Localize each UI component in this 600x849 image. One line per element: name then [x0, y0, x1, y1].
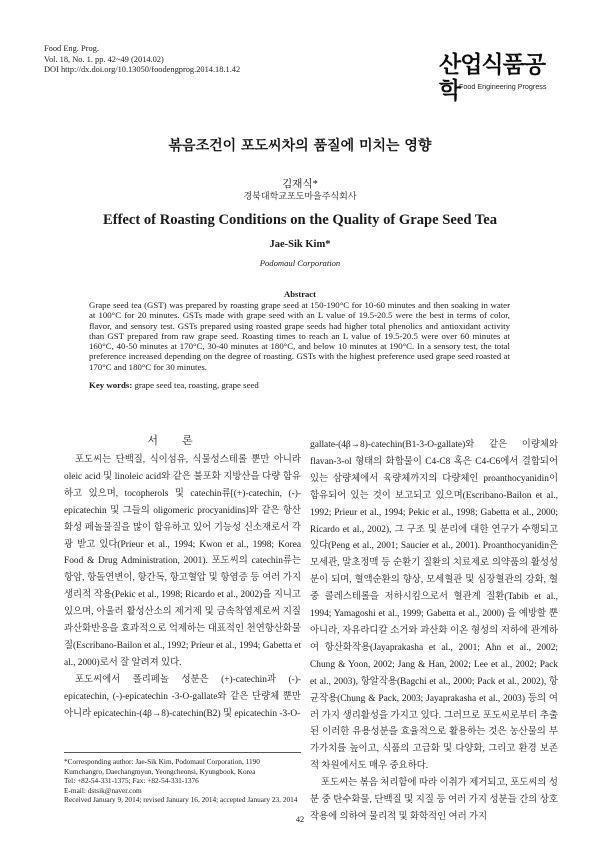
footnote-dates: Received January 9, 2014; revised January 16, 2014; accepted January 23, 2014 — [64, 795, 298, 805]
footnote-phone: Tel: +82-54-331-1375; Fax: +82-54-331-1376 — [64, 776, 199, 786]
page-number: 42 — [295, 815, 305, 824]
logo-subtitle: Food Engineering Progress — [459, 82, 547, 91]
english-title: Effect of Roasting Conditions on the Quality of Grape Seed Tea — [102, 212, 498, 228]
section-heading: 서론 — [147, 434, 217, 447]
right-column — [310, 437, 558, 826]
english-author: Jae-Sik Kim* — [269, 239, 331, 250]
paragraph: 포도씨에서 폴리페놀 성분은 (+)-catechin과 (-)-epicatechin, (-)-epicatechin -3-O-gallate와 같은 단량체 뿐만 아니라 epicatechin-(4β→8)-catechin(B2) 및 epicatechin -3-O- — [64, 674, 301, 719]
footnote-divider — [64, 752, 301, 753]
journal-logo — [439, 52, 551, 104]
korean-affiliation: 경북대학교포도마을주식회사 — [243, 191, 357, 201]
paragraph: 포도씨는 볶음 처리함에 따라 이취가 제거되고, 포도씨의 성분 중 탄수화물, 단백질 및 지질 등 여러 가지 성분들 간의 상호작용에 의하여 물리적 및 화학적인 여러 가지 — [310, 778, 558, 822]
journal-doi: DOI http://dx.doi.org/10.13050/foodengprog.2014.18.1.42 — [44, 65, 241, 74]
keywords — [89, 380, 510, 390]
journal-name: Food Eng. Prog. — [44, 44, 99, 53]
keywords-text: grape seed tea, roasting, grape seed — [134, 380, 259, 390]
paragraph: gallate-(4β→8)-catechin(B1-3-O-gallate)와 같은 이량체와 flavan-3-ol 형태의 화합물이 C4-C8 혹은 C4-C6에서 결합되어 있는 삼량체에서 육량체까지의 다량체인 proanthocyanidin이 함유되어 있는 것이 보고되고 있으며(Escribano-Bailon et al., 1992; Prieur et al., 1994; Pekic et al., 1998; Gabetta et al., 2000; Ricardo et al., 2002), 그 구조 및 분리에 대한 연구가 수행되고 있다(Peng et al., 2001; Saucier et al., 2001). Proanthocyanidin은 모세관, 말초정맥 등 순환기 질환의 치료제로 의약품의 활성성분이 되며, 혈액순환의 향상, 모세혈관 및 심장혈관의 강화, 혈중 콜레스테롤을 저하시킴으로서 혈관계 질환(Tabib et al., 1994; Yamagoshi et al., 1999; Gabetta et al., 2000) 을 예방할 뿐 아니라, 자유라디칼 소거와 과산화 이온 형성의 저하에 관계하여 항산화작용(Jayaprakasha et al., 2001; Ahn et al., 2002; Chung & Yoon, 2002; Jang & Han, 2002; Lee et al., 2002; Pack et al., 2003), 항알작용(Bagchi et al., 2000; Pack et al., 2002), 항균작용(Chung & Pack, 2003; Jayaprakasha et al., 2003) 등의 여러 가지 생리활성을 가지고 있다. 그러므로 포도씨로부터 추출된 이러한 유용성분을 효율적으로 활용하는 것은 농산물의 부가가치를 높이고, 식품의 고급화 및 다양화, 그리고 환경 보존적 차원에서도 매우 중요하다. — [310, 440, 558, 772]
paragraph: 포도씨는 단백질, 식이섬유, 식물성스테롤 뿐만 아니라 oleic acid 및 linoleic acid와 같은 불포화 지방산을 다량 함유하고 있으며, tocopherols 및 catechin류[(+)-catechin, (-)-epicatechin 및 그들의 oligomeric procyanidins]와 같은 항산화성 페놀물질을 많이 함유하고 있어 기능성 신소재로서 각광 받고 있다(Prieur et al., 1994; Kwon et al., 1998; Korea Food & Drug Administration, 2001). 포도씨의 catechin류는 항암, 항돌연변이, 항간독, 항고혈압 및 항염증 등 여러 가지 생리적 작용(Pekic et al., 1998; Ricardo et al., 2002)을 지니고 있으며, 아울러 활성산소의 제거제 및 금속착염제로써 지질과산화반응을 효과적으로 억제하는 대표적인 천연항산화물질(Escribano-Bailon et al., 1992; Prieur et al., 1994; Gabetta et al., 2000)로서 잘 알려져 있다. — [64, 455, 301, 668]
english-affiliation: Podomaul Corporation — [259, 258, 341, 268]
korean-title: 볶음조건이 포도씨차의 품질에 미치는 영향 — [168, 138, 432, 154]
logo-title: 산업식품공학 — [439, 52, 546, 104]
footnote-email: E-mail: dstsik@naver.com — [64, 785, 142, 795]
korean-author: 김재식* — [282, 179, 318, 190]
footnote-corresponding: *Corresponding author: Jae-Sik Kim, Podomaul Corporation, 1190 Kumchangro, Daechangmyun, Yeongcheonsi, Kyungbook, Korea — [64, 757, 260, 776]
abstract-text: Grape seed tea (GST) was prepared by roasting grape seed at 150-190°C for 10-60 minutes and then soaking in water at 100°C for 20 minutes. GSTs made with grape seed with an L value of 19.5-20.5 were the best in terms of color, flavor, and sensory test. GSTs prepared using roasted grape seeds had higher total phenolics and antioxidant activity than GST prepared from raw grape seed. Roasting times to reach an L value of 19.5-20.5 were over 60 minutes at 160°C, 40-50 minutes at 170°C, 30-40 minutes at 180°C, and below 10 minutes at 190°C. In a sensory test, the total preference increased depending on the degree of roasting. GSTs with the highest preference used grape seed roasted at 170°C and 180°C for 30 minutes. — [89, 300, 510, 372]
journal-volume: Vol. 18, No. 1. pp. 42~49 (2014.02) — [44, 54, 164, 64]
keywords-label: Key words: — [89, 380, 133, 390]
footnote — [64, 757, 301, 805]
journal-header — [44, 44, 240, 76]
abstract-heading: Abstract — [284, 289, 316, 299]
left-column — [64, 452, 301, 723]
